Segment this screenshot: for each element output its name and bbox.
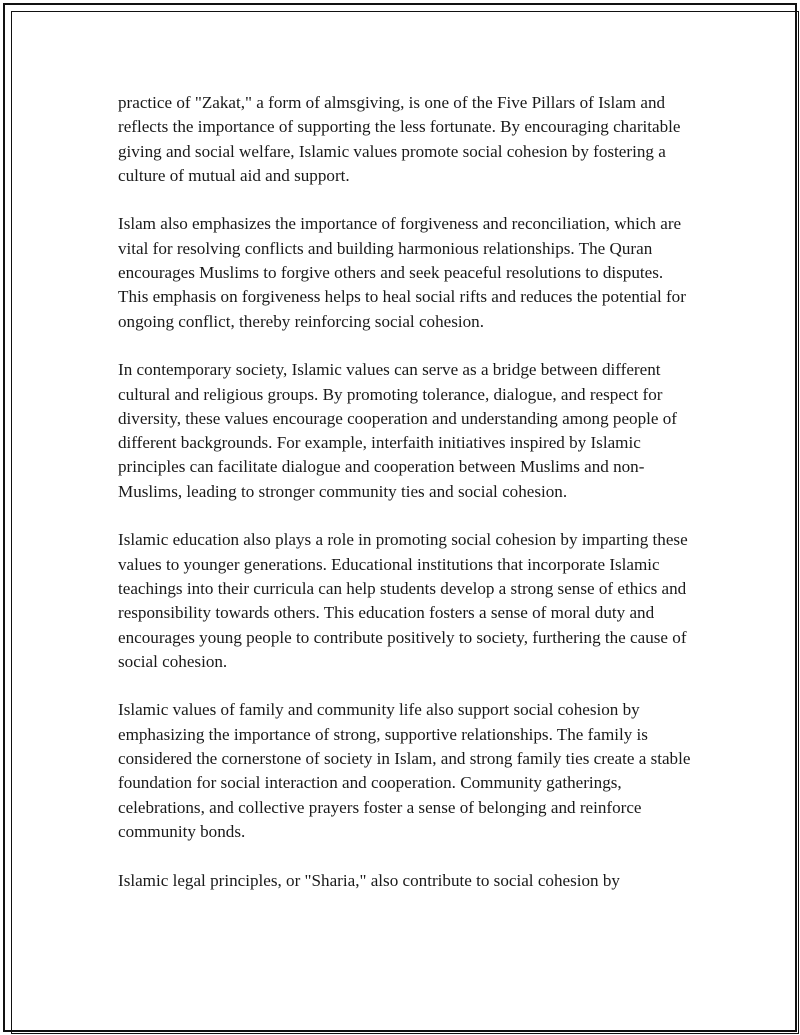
paragraph-sharia: Islamic legal principles, or "Sharia," also contribute to social cohesion by [118, 870, 620, 890]
paragraph-islamic-education: Islamic education also plays a role in promoting social cohesion by imparting these values to younger generations. Educational institutions that incorporate Islamic teachings into their curricula can help students develop a strong sense of ethics and responsibility towards others. This education fosters a sense of moral duty and encourages young people to contribute positively to society, furthering the cause of social cohesion. [118, 530, 688, 671]
paragraph-forgiveness: Islam also emphasizes the importance of forgiveness and reconciliation, which are vital for resolving conflicts and building harmonious relationships. The Quran encourages Muslims to forgive others and seek peaceful resolutions to disputes. This emphasis on forgiveness helps to heal social rifts and reduces the potential for ongoing conflict, thereby reinforcing social cohesion. [118, 214, 686, 331]
paragraph-zakat: practice of "Zakat," a form of almsgiving, is one of the Five Pillars of Islam and reflects the importance of supporting the less fortunate. By encouraging charitable giving and social welfare, Islamic values promote social cohesion by fostering a culture of mutual aid and support. [118, 93, 681, 185]
paragraph-contemporary-society: In contemporary society, Islamic values can serve as a bridge between different cultural and religious groups. By promoting tolerance, dialogue, and respect for diversity, these values encourage cooperation and understanding among people of different backgrounds. For example, interfaith initiatives inspired by Islamic principles can facilitate dialogue and cooperation between Muslims and non-Muslims, leading to stronger community ties and social cohesion. [118, 360, 678, 501]
document-body [118, 91, 693, 917]
paragraph-family-community: Islamic values of family and community life also support social cohesion by emphasizing the importance of strong, supportive relationships. The family is considered the cornerstone of society in Islam, and strong family ties create a stable foundation for social interaction and cooperation. Community gatherings, celebrations, and collective prayers foster a sense of belonging and reinforce community bonds. [118, 700, 691, 841]
